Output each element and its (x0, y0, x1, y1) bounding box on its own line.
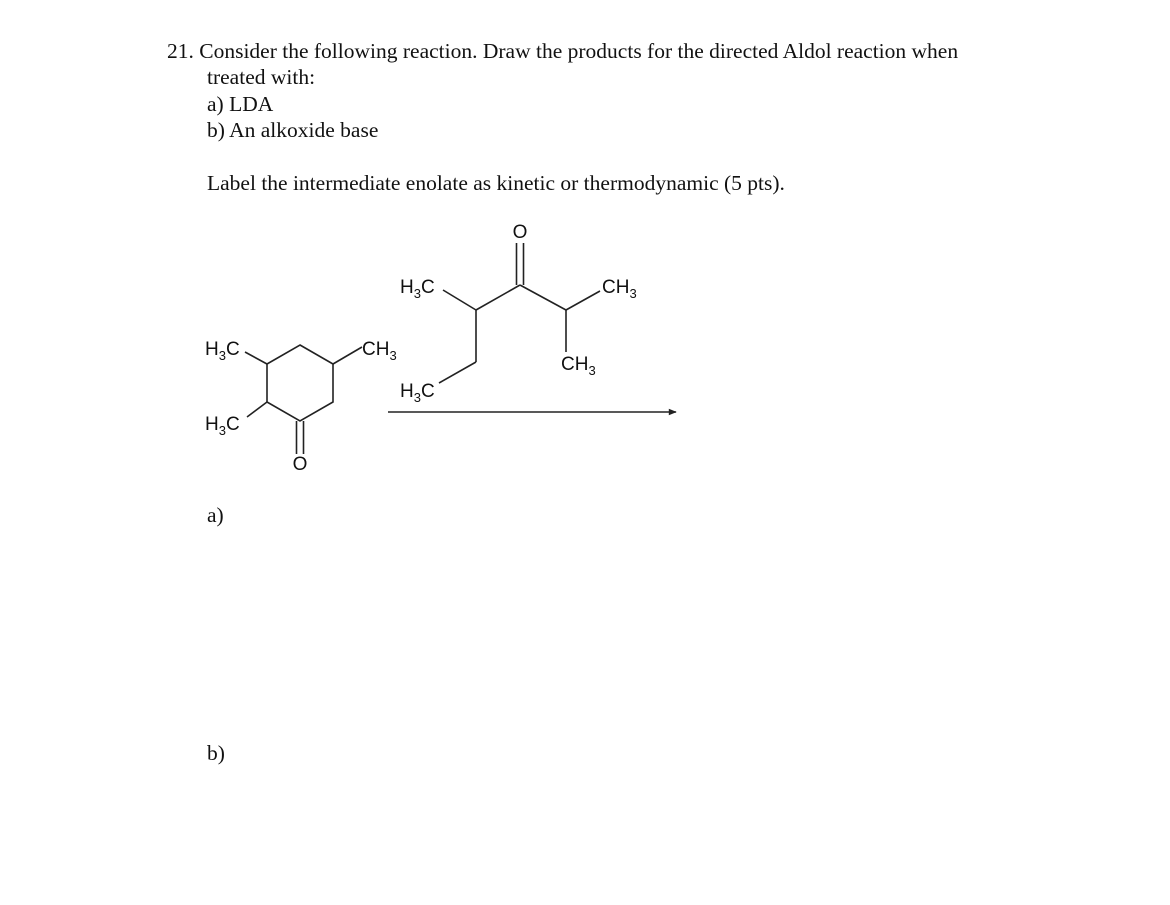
ketone2-bond-c2-h3c-top (443, 290, 476, 310)
answer-label-b: b) (207, 741, 225, 765)
ketone2-h3c-top: $H_3C$ (400, 277, 435, 301)
ketone2-oxygen: O (512, 222, 528, 243)
cyclohexanone-structure (205, 339, 397, 475)
ketone2-ch3-right: $CH_3$ (602, 277, 637, 301)
ketone1-bond-h3c-top (245, 352, 267, 364)
ketone1-ch3-top: $CH_3$ (362, 339, 397, 363)
question-text-line-2: treated with: (207, 65, 316, 89)
ketone2-ch3-below: $CH_3$ (561, 354, 596, 378)
ketone1-h3c-bottom: $H_3C$ (205, 414, 240, 438)
ketone1-oxygen: O (292, 454, 308, 475)
option-a-lda: a) LDA (207, 92, 274, 116)
ketone2-bond-c4-ch3-right (566, 291, 600, 310)
cyclohexane-ring (267, 345, 333, 421)
instruction-text: Label the intermediate enolate as kinetic or thermodynamic (5 pts). (207, 171, 785, 195)
ketone2-h3c-bottom: $H_3C$ (400, 381, 435, 405)
answer-label-a: a) (207, 503, 224, 527)
question-text-line-1: 21. Consider the following reaction. Draw the products for the directed Aldol reaction when (167, 39, 959, 63)
ketone2-bond-c3-h3c-bottom (439, 362, 476, 383)
ketone1-bond-ch3-top (333, 347, 362, 364)
option-b-alkoxide: b) An alkoxide base (207, 118, 379, 142)
ketone1-bond-h3c-bottom (247, 402, 267, 417)
ketone2-bond-c1-c2 (476, 285, 520, 310)
ketone1-h3c-top: $H_3C$ (205, 339, 240, 363)
acyclic-ketone-structure (400, 222, 637, 405)
ketone2-bond-c1-c4 (520, 285, 566, 310)
